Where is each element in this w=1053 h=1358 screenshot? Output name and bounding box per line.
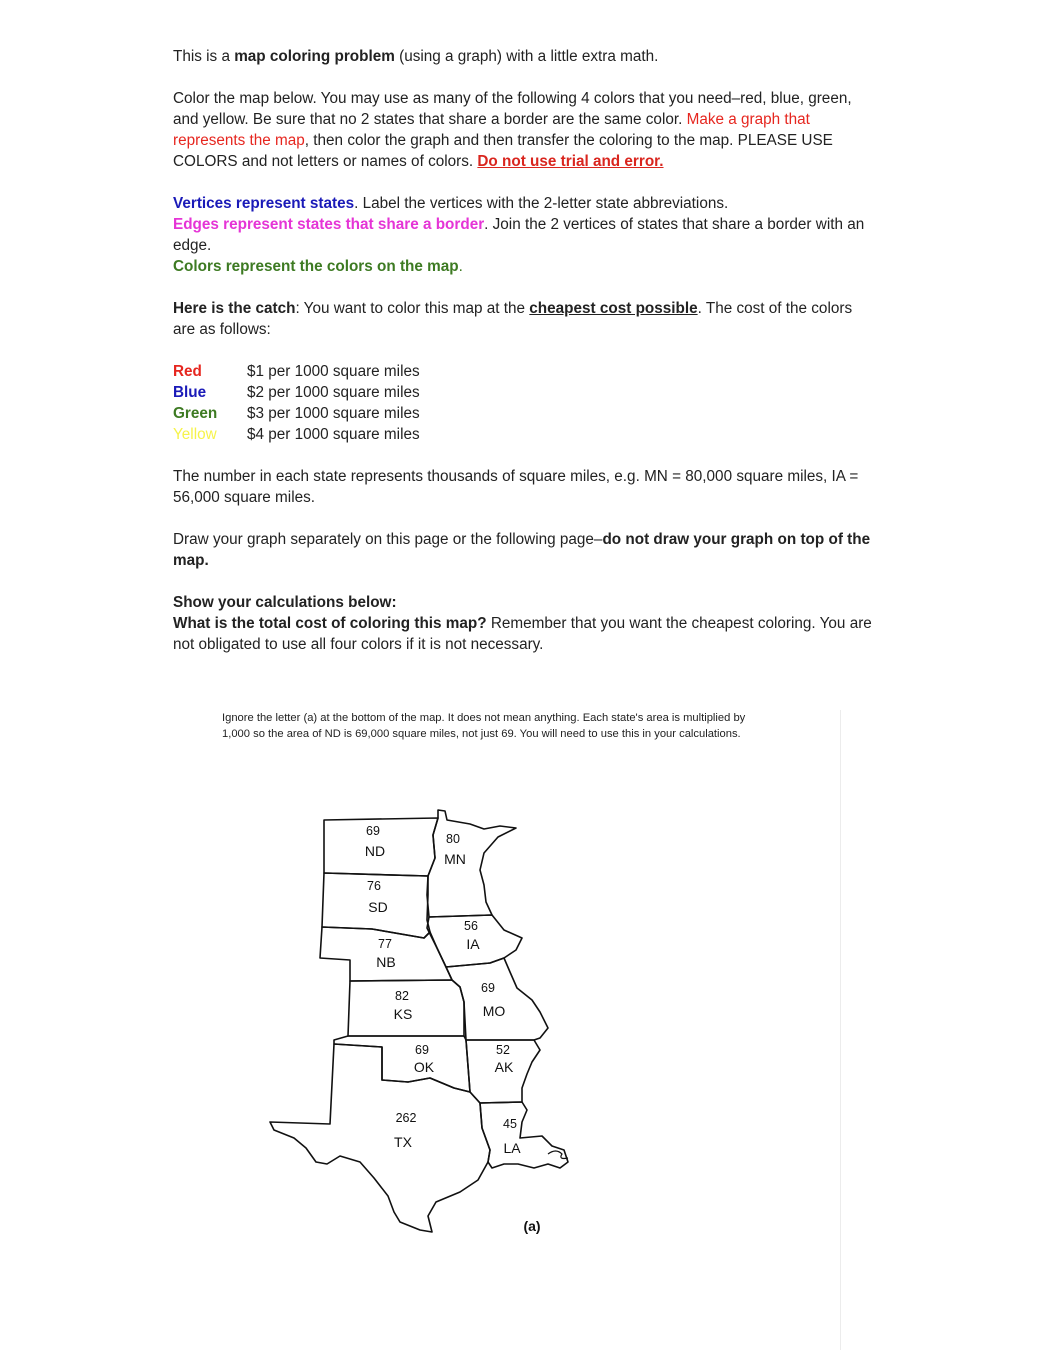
state-area-SD: 76	[367, 879, 381, 893]
state-area-MO: 69	[481, 981, 495, 995]
state-labels	[365, 824, 541, 1234]
instructions-text-2: , then color the graph and then transfer the coloring to the map. PLEASE USE COLORS and not letters or names of colors.	[173, 132, 833, 170]
cost-color-blue: Blue	[173, 384, 207, 401]
state-MO	[446, 958, 548, 1040]
show-calculations	[173, 592, 873, 613]
area-note: The number in each state represents thousands of square miles, e.g. MN = 80,000 square miles, IA = 56,000 square miles.	[173, 468, 859, 506]
label-TX	[394, 1111, 416, 1150]
vertices-bold: Vertices represent states	[173, 195, 355, 212]
state-OK	[334, 1036, 470, 1092]
label-MO	[481, 981, 505, 1019]
state-abbr-LA: LA	[503, 1140, 521, 1156]
edges-rest: . Join the 2 vertices of states that share a border with an edge.	[173, 216, 865, 254]
cost-price-yellow: $4 per 1000 square miles	[247, 426, 420, 443]
catch-bold: Here is the catch	[173, 300, 296, 317]
label-IA	[464, 919, 480, 952]
colors-line	[173, 256, 873, 277]
catch-text-1: : You want to color this map at the	[295, 300, 530, 317]
catch-paragraph	[173, 298, 873, 340]
cost-row-red	[173, 361, 420, 382]
cost-color-red: Red	[173, 363, 202, 380]
state-abbr-AK: AK	[494, 1059, 514, 1075]
cost-price-red: $1 per 1000 square miles	[247, 363, 420, 380]
label-LA	[503, 1117, 521, 1156]
cost-row-blue	[173, 382, 420, 403]
state-area-KS: 82	[395, 989, 409, 1003]
state-area-TX: 262	[395, 1111, 417, 1125]
state-MN	[427, 810, 516, 917]
state-abbr-MN: MN	[444, 851, 466, 867]
map-note: Ignore the letter (a) at the bottom of the map. It does not mean anything. Each state's area is multiplied by 1,000 so the area of ND is 69,000 square miles, not just 69. You will need to use this in your calculations.	[222, 712, 746, 740]
label-OK	[414, 1043, 435, 1075]
cost-color-yellow: Yellow	[173, 426, 217, 443]
state-abbr-NB: NB	[376, 954, 396, 970]
state-abbr-TX: TX	[394, 1134, 412, 1150]
instructions-paragraph	[173, 88, 873, 172]
state-abbr-KS: KS	[393, 1006, 413, 1022]
label-MN	[444, 832, 466, 867]
show-calculations-label: Show your calculations below:	[173, 594, 397, 611]
question-rest: Remember that you want the cheapest coloring. You are not obligated to use all four colors if it is not necessary.	[173, 615, 872, 653]
instructions-warning: Do not use trial and error.	[477, 153, 664, 170]
edges-line	[173, 214, 873, 256]
state-area-OK: 69	[415, 1043, 429, 1057]
intro-bold: map coloring problem	[234, 48, 395, 65]
label-SD	[367, 879, 388, 915]
label-ND	[365, 824, 385, 859]
cost-row-green	[173, 403, 420, 424]
catch-text-2: . The cost of the colors are as follows:	[173, 300, 853, 338]
instructions-graph-text: Make a graph that represents the map	[173, 111, 810, 149]
state-area-LA: 45	[503, 1117, 517, 1131]
state-abbr-SD: SD	[368, 899, 388, 915]
vertices-line	[173, 193, 873, 214]
cost-table	[173, 361, 420, 445]
state-abbr-IA: IA	[466, 936, 480, 952]
label-NB	[376, 937, 395, 970]
cost-row-yellow	[173, 424, 420, 445]
state-area-MN: 80	[446, 832, 460, 846]
intro-text-1: This is a	[173, 48, 235, 65]
edges-bold: Edges represent states that share a border	[173, 216, 485, 233]
intro-text-2: (using a graph) with a little extra math.	[394, 48, 659, 65]
state-LA	[480, 1102, 568, 1168]
state-map	[222, 710, 840, 1350]
map-letter-label: (a)	[523, 1218, 541, 1234]
state-area-IA: 56	[464, 919, 478, 933]
catch-cheapest: cheapest cost possible	[529, 300, 698, 317]
state-borders	[270, 810, 568, 1232]
intro-paragraph	[173, 46, 873, 67]
state-area-ND: 69	[366, 824, 380, 838]
label-AK	[495, 1043, 514, 1075]
total-cost-question	[173, 613, 873, 655]
state-TX	[270, 1044, 490, 1232]
state-area-NB: 77	[378, 937, 392, 951]
state-abbr-OK: OK	[413, 1059, 435, 1075]
label-KS	[394, 989, 413, 1022]
map-panel	[222, 710, 841, 1350]
cost-color-green: Green	[173, 405, 218, 422]
colors-bold: Colors represent the colors on the map	[173, 258, 459, 275]
state-abbr-MO: MO	[482, 1003, 506, 1019]
worksheet-text	[173, 46, 873, 655]
state-area-AK: 52	[496, 1043, 510, 1057]
cost-price-blue: $2 per 1000 square miles	[247, 384, 420, 401]
vertices-rest: . Label the vertices with the 2-letter state abbreviations.	[354, 195, 729, 212]
question-bold: What is the total cost of coloring this map?	[173, 615, 487, 632]
cost-price-green: $3 per 1000 square miles	[247, 405, 420, 422]
draw-note	[173, 529, 873, 571]
instructions-text-1: Color the map below. You may use as many of the following 4 colors that you need–red, blue, green, and yellow. Be sure that no 2 states that share a border are the same color.	[173, 90, 852, 128]
colors-rest: .	[458, 258, 463, 275]
state-abbr-ND: ND	[364, 843, 386, 859]
draw-note-text: Draw your graph separately on this page or the following page–	[173, 531, 603, 548]
draw-note-bold: do not draw your graph on top of the map.	[173, 531, 871, 569]
